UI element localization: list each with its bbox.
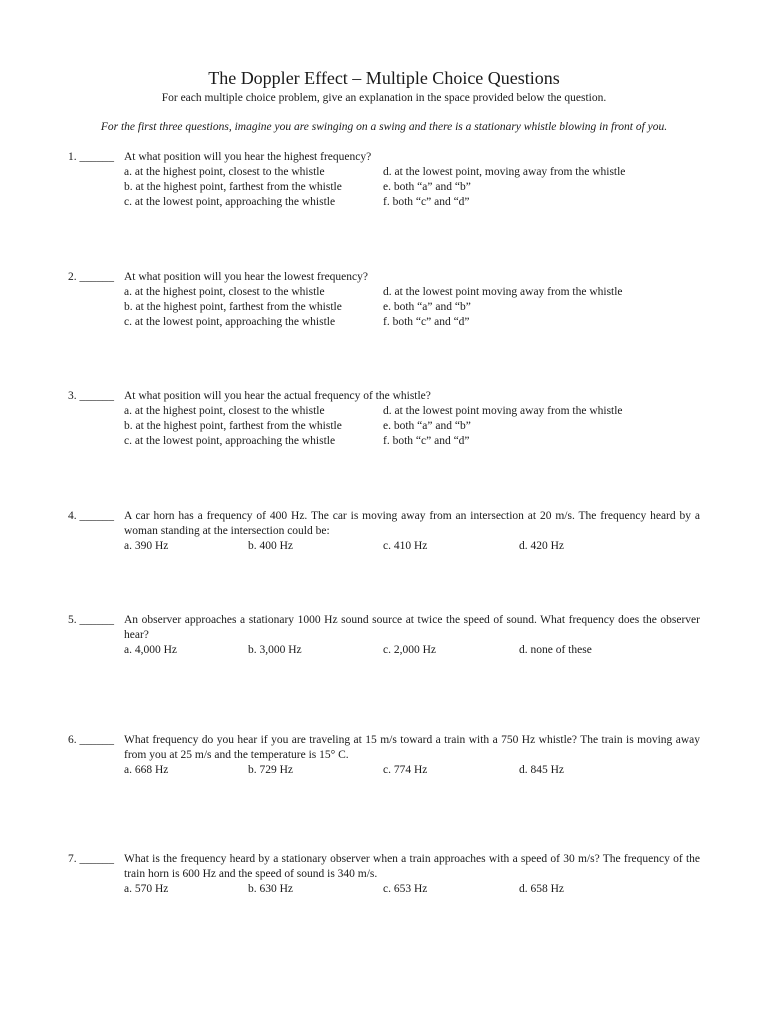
option-d: d. none of these — [519, 644, 592, 656]
option-b: b. 630 Hz — [248, 883, 294, 895]
option-a: a. at the highest point, closest to the whistle — [124, 286, 325, 298]
question-text: What is the frequency heard by a stationary observer when a train approaches with a speed of 30 m/s? The frequency of the train horn is 600 Hz and the speed of sound is 340 m/s. — [124, 853, 700, 880]
option-a: a. at the highest point, closest to the whistle — [124, 405, 325, 417]
question-text: A car horn has a frequency of 400 Hz. The car is moving away from an intersection at 20 m/s. The frequency heard by a woman standing at the intersection could be: — [124, 510, 700, 537]
option-d: d. 845 Hz — [519, 764, 565, 776]
question-number: 4. ______ — [68, 510, 114, 522]
option-e: e. both “a” and “b” — [383, 420, 471, 432]
option-a: a. at the highest point, closest to the whistle — [124, 166, 325, 178]
question-text: What frequency do you hear if you are traveling at 15 m/s toward a train with a 750 Hz whistle? The train is moving away from you at 25 m/s and the temperature is 15° C. — [124, 734, 700, 761]
option-c: c. 774 Hz — [383, 764, 428, 776]
option-d: d. 420 Hz — [519, 540, 565, 552]
option-e: e. both “a” and “b” — [383, 181, 471, 193]
option-b: b. at the highest point, farthest from the whistle — [124, 301, 342, 313]
intro-instructions: For the first three questions, imagine you are swinging on a swing and there is a stationary whistle blowing in front of you. — [100, 121, 668, 133]
option-a: a. 4,000 Hz — [124, 644, 178, 656]
option-b: b. 400 Hz — [248, 540, 294, 552]
option-d: d. 658 Hz — [519, 883, 565, 895]
question-number: 5. ______ — [68, 614, 114, 626]
option-b: b. 3,000 Hz — [248, 644, 302, 656]
question-text: At what position will you hear the actual frequency of the whistle? — [124, 390, 431, 402]
question-text: At what position will you hear the highest frequency? — [124, 151, 372, 163]
option-f: f. both “c” and “d” — [383, 316, 470, 328]
question-number: 6. ______ — [68, 734, 114, 746]
question-number: 2. ______ — [68, 271, 114, 283]
option-c: c. 653 Hz — [383, 883, 428, 895]
option-d: d. at the lowest point moving away from the whistle — [383, 286, 623, 298]
page-subtitle: For each multiple choice problem, give an explanation in the space provided below the question. — [161, 92, 607, 104]
page-title: The Doppler Effect – Multiple Choice Questions — [208, 68, 560, 88]
option-c: c. 2,000 Hz — [383, 644, 437, 656]
option-a: a. 668 Hz — [124, 764, 169, 776]
question-number: 1. ______ — [68, 151, 114, 163]
option-c: c. 410 Hz — [383, 540, 428, 552]
option-f: f. both “c” and “d” — [383, 435, 470, 447]
option-d: d. at the lowest point, moving away from the whistle — [383, 166, 626, 178]
option-c: c. at the lowest point, approaching the whistle — [124, 435, 336, 447]
option-b: b. at the highest point, farthest from the whistle — [124, 181, 342, 193]
option-a: a. 390 Hz — [124, 540, 169, 552]
question-number: 7. ______ — [68, 853, 114, 865]
question-number: 3. ______ — [68, 390, 114, 402]
option-f: f. both “c” and “d” — [383, 196, 470, 208]
option-c: c. at the lowest point, approaching the whistle — [124, 196, 336, 208]
option-a: a. 570 Hz — [124, 883, 169, 895]
option-e: e. both “a” and “b” — [383, 301, 471, 313]
option-d: d. at the lowest point moving away from the whistle — [383, 405, 623, 417]
option-b: b. at the highest point, farthest from the whistle — [124, 420, 342, 432]
question-text: At what position will you hear the lowest frequency? — [124, 271, 368, 283]
question-text: An observer approaches a stationary 1000 Hz sound source at twice the speed of sound. What frequency does the observer hear? — [124, 614, 700, 641]
option-c: c. at the lowest point, approaching the whistle — [124, 316, 336, 328]
option-b: b. 729 Hz — [248, 764, 294, 776]
